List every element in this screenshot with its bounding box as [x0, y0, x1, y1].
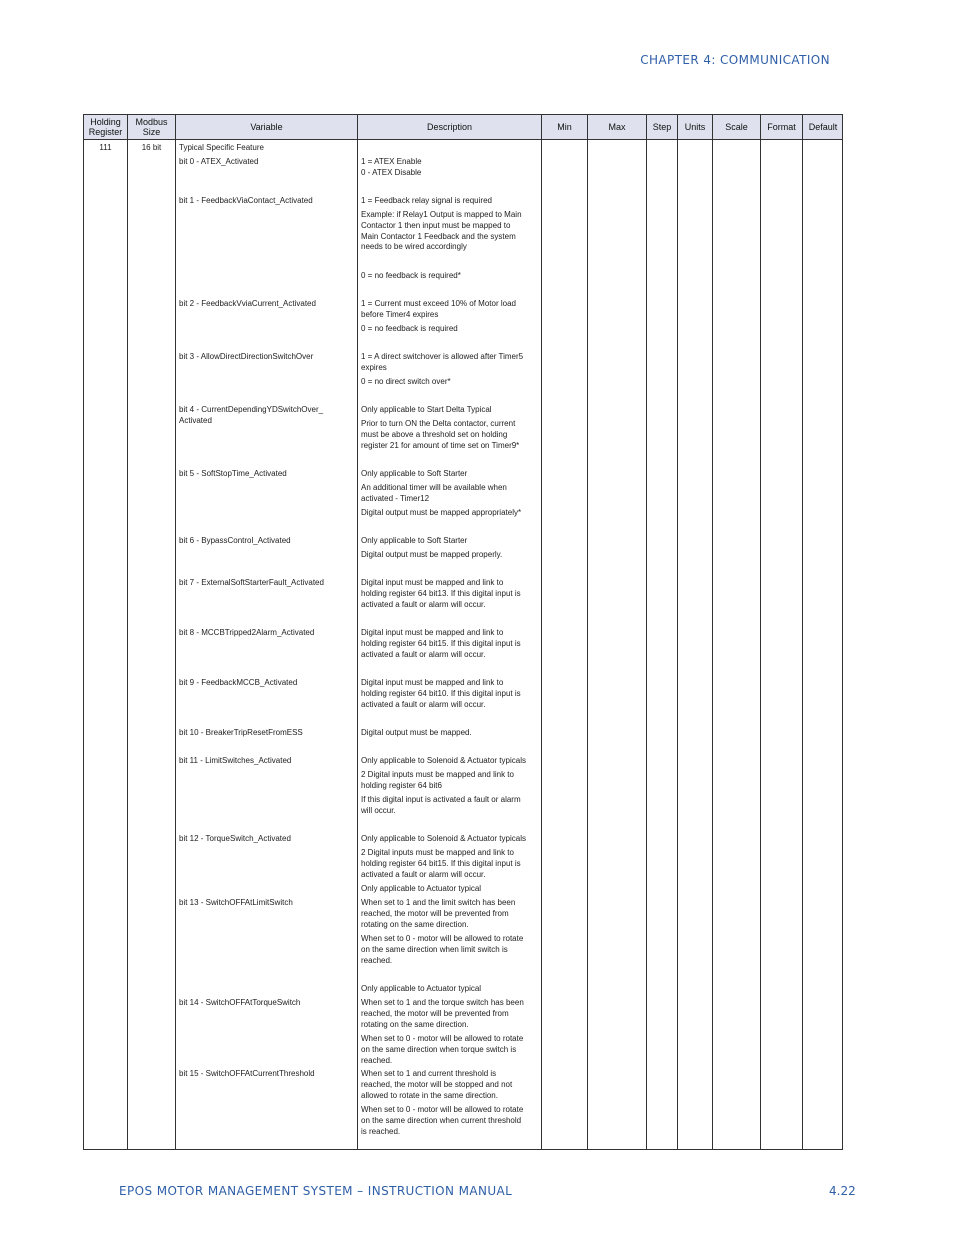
bit-description: When set to 0 - motor will be allowed to rotate — [361, 1034, 524, 1043]
bit-description: activated a fault or alarm will occur. — [361, 599, 486, 609]
column-divider — [802, 115, 803, 1149]
bit-variable: bit 9 - FeedbackMCCB_Activated — [179, 678, 298, 687]
bit-description: on the same direction when limit switch is — [361, 944, 508, 954]
bit-description: Digital output must be mapped properly. — [361, 550, 503, 559]
column-divider — [541, 115, 542, 1149]
bit-description: expires — [361, 362, 387, 372]
bit-description: holding register 64 bit10. If this digital input is — [361, 688, 521, 698]
bit-description: activated a fault or alarm will occur. — [361, 699, 486, 709]
bit-description: reached. — [361, 1055, 393, 1065]
bit-description: Example: if Relay1 Output is mapped to Main — [361, 210, 522, 219]
bit-description: 1 = A direct switchover is allowed after Timer5 — [361, 352, 524, 361]
bit-description: holding register 64 bit15. If this digital input is — [361, 858, 521, 868]
bit-description: Only applicable to Start Delta Typical — [361, 405, 492, 414]
bit-description: 0 = no direct switch over* — [361, 377, 451, 386]
bit-description: is reached. — [361, 1126, 401, 1136]
header-holding-register: Holding Register — [88, 117, 123, 137]
bit-description: 0 - ATEX Disable — [361, 167, 422, 177]
header-format: Format — [767, 122, 796, 132]
bit-description: 0 = no feedback is required* — [361, 271, 461, 280]
bit-description: When set to 0 - motor will be allowed to rotate — [361, 934, 524, 943]
bit-description: 2 Digital inputs must be mapped and link to — [361, 848, 514, 857]
register-number: 111 — [99, 143, 112, 152]
bit-description: rotating on the same direction. — [361, 1019, 469, 1029]
bit-description: Digital input must be mapped and link to — [361, 628, 504, 637]
column-divider — [175, 115, 176, 1149]
bit-variable: bit 0 - ATEX_Activated — [179, 157, 259, 166]
column-divider — [646, 115, 647, 1149]
bit-description: on the same direction when torque switch is — [361, 1044, 517, 1054]
bit-description: An additional timer will be available when — [361, 483, 507, 492]
feature-title: Typical Specific Feature — [179, 143, 264, 152]
bit-variable: bit 6 - BypassControl_Activated — [179, 536, 291, 545]
header-description: Description — [426, 122, 473, 132]
bit-description: register 21 for amount of time set on Timer9* — [361, 440, 520, 450]
header-modbus-size: Modbus Size — [135, 117, 168, 137]
bit-description: Digital output must be mapped appropriately* — [361, 508, 522, 517]
bit-description: holding register 64 bit13. If this digital input is — [361, 588, 521, 598]
bit-description: Digital input must be mapped and link to — [361, 678, 504, 687]
bit-description: When set to 1 and the torque switch has been — [361, 998, 524, 1007]
header-variable: Variable — [250, 122, 283, 132]
bit-description: reached, the motor will be prevented from — [361, 1008, 509, 1018]
bit-variable: bit 2 - FeedbackVviaCurrent_Activated — [179, 299, 316, 308]
bit-variable: bit 14 - SwitchOFFAtTorqueSwitch — [179, 998, 301, 1007]
bit-description: on the same direction when current threshold — [361, 1115, 522, 1125]
bit-description: 1 = Current must exceed 10% of Motor load — [361, 299, 516, 308]
bit-description: needs to be wired accordingly — [361, 242, 467, 252]
bit-description: Contactor 1 then input must be mapped to — [361, 220, 511, 230]
bit-description: reached. — [361, 955, 393, 965]
bit-description: Main Contactor 1 Feedback and the system — [361, 231, 516, 241]
bit-description: When set to 0 - motor will be allowed to rotate — [361, 1105, 524, 1114]
header-min: Min — [557, 122, 572, 132]
register-table — [83, 114, 843, 1150]
bit-description: will occur. — [361, 805, 396, 815]
bit-variable: bit 8 - MCCBTripped2Alarm_Activated — [179, 628, 315, 637]
header-default: Default — [808, 122, 838, 132]
bit-description: Only applicable to Actuator typical — [361, 884, 482, 893]
bit-description: 1 = ATEX Enable — [361, 157, 422, 166]
bit-variable: bit 10 - BreakerTripResetFromESS — [179, 728, 303, 737]
bit-variable: bit 5 - SoftStopTime_Activated — [179, 469, 287, 478]
bit-description: holding register 64 bit6 — [361, 780, 442, 790]
page-number: 4.22 — [829, 1184, 856, 1198]
bit-description: rotating on the same direction. — [361, 919, 469, 929]
header-step: Step — [652, 122, 672, 132]
bit-description: Only applicable to Solenoid & Actuator typicals — [361, 834, 526, 843]
column-divider — [357, 115, 358, 1149]
bit-description: activated - Timer12 — [361, 493, 430, 503]
column-divider — [587, 115, 588, 1149]
chapter-heading: CHAPTER 4: COMMUNICATION — [640, 53, 830, 67]
header-scale: Scale — [725, 122, 748, 132]
bit-variable: bit 12 - TorqueSwitch_Activated — [179, 834, 291, 843]
bit-variable: bit 15 - SwitchOFFAtCurrentThreshold — [179, 1069, 315, 1078]
bit-description: reached, the motor will be stopped and not — [361, 1079, 513, 1089]
bit-variable: bit 11 - LimitSwitches_Activated — [179, 756, 292, 765]
bit-description: 0 = no feedback is required — [361, 324, 458, 333]
bit-description: before Timer4 expires — [361, 309, 439, 319]
column-divider — [760, 115, 761, 1149]
bit-description: Only applicable to Actuator typical — [361, 984, 482, 993]
bit-description: activated a fault or alarm will occur. — [361, 649, 486, 659]
bit-description: reached, the motor will be prevented from — [361, 908, 509, 918]
bit-description: holding register 64 bit15. If this digital input is — [361, 638, 521, 648]
bit-description: 2 Digital inputs must be mapped and link to — [361, 770, 514, 779]
footer-title: EPOS MOTOR MANAGEMENT SYSTEM – INSTRUCTION MANUAL — [119, 1184, 513, 1198]
bit-variable: bit 1 - FeedbackViaContact_Activated — [179, 196, 313, 205]
bit-description: 1 = Feedback relay signal is required — [361, 196, 492, 205]
bit-description: When set to 1 and current threshold is — [361, 1069, 497, 1078]
bit-variable: bit 4 - CurrentDependingYDSwitchOver_ — [179, 405, 324, 414]
bit-description: Digital output must be mapped. — [361, 728, 472, 737]
column-divider — [712, 115, 713, 1149]
bit-variable: Activated — [179, 415, 212, 425]
bit-description: Only applicable to Soft Starter — [361, 536, 468, 545]
bit-description: must be above a threshold set on holding — [361, 429, 508, 439]
bit-variable: bit 7 - ExternalSoftStarterFault_Activated — [179, 578, 324, 587]
bit-description: If this digital input is activated a fault or alarm — [361, 795, 521, 804]
bit-description: activated a fault or alarm will occur. — [361, 869, 486, 879]
bit-description: Digital input must be mapped and link to — [361, 578, 504, 587]
bit-variable: bit 13 - SwitchOFFAtLimitSwitch — [179, 898, 293, 907]
column-divider — [677, 115, 678, 1149]
bit-description: allowed to rotate in the same direction. — [361, 1090, 498, 1100]
column-divider — [127, 115, 128, 1149]
bit-description: Only applicable to Soft Starter — [361, 469, 468, 478]
bit-description: Prior to turn ON the Delta contactor, current — [361, 419, 516, 428]
bit-variable: bit 3 - AllowDirectDirectionSwitchOver — [179, 352, 314, 361]
modbus-size-value: 16 bit — [141, 143, 162, 152]
header-units: Units — [684, 122, 706, 132]
bit-description: Only applicable to Solenoid & Actuator typicals — [361, 756, 526, 765]
header-max: Max — [608, 122, 626, 132]
bit-description: When set to 1 and the limit switch has been — [361, 898, 516, 907]
